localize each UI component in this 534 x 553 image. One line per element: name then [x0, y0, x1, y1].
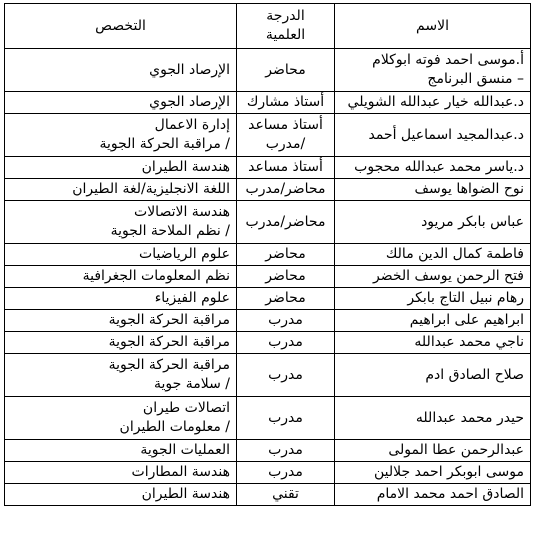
staff-table [4, 3, 531, 506]
specialization-cell: اللغة الانجليزية/لغة الطيران [5, 179, 237, 201]
table-body [5, 49, 531, 506]
degree-cell: محاضر [237, 244, 335, 266]
degree-cell: محاضر/مدرب [237, 179, 335, 201]
table-row [5, 354, 531, 397]
name-cell: الصادق احمد محمد الامام [335, 484, 531, 506]
degree-cell: محاضر [237, 266, 335, 288]
staff-table-container [4, 3, 531, 506]
specialization-cell: هندسة المطارات [5, 462, 237, 484]
table-row [5, 201, 531, 244]
header-name: الاسم [335, 4, 531, 49]
specialization-cell: علوم الفيزياء [5, 288, 237, 310]
name-cell: موسى ابوبكر احمد جلالين [335, 462, 531, 484]
degree-cell: أستاذ مساعد /مدرب [237, 114, 335, 157]
name-cell: ابراهيم على ابراهيم [335, 310, 531, 332]
table-row [5, 310, 531, 332]
specialization-cell: مراقبة الحركة الجوية [5, 332, 237, 354]
table-row [5, 92, 531, 114]
table-row [5, 49, 531, 92]
table-row [5, 440, 531, 462]
degree-cell: مدرب [237, 310, 335, 332]
specialization-cell: إدارة الاعمال / مراقبة الحركة الجوية [5, 114, 237, 157]
degree-cell: مدرب [237, 397, 335, 440]
specialization-cell: مراقبة الحركة الجوية [5, 310, 237, 332]
table-row [5, 462, 531, 484]
name-cell: حيدر محمد عبدالله [335, 397, 531, 440]
name-cell: صلاح الصادق ادم [335, 354, 531, 397]
table-row [5, 244, 531, 266]
table-row [5, 179, 531, 201]
specialization-cell: هندسة الطيران [5, 484, 237, 506]
table-row [5, 332, 531, 354]
specialization-cell: مراقبة الحركة الجوية / سلامة جوية [5, 354, 237, 397]
table-row [5, 157, 531, 179]
degree-cell: محاضر [237, 288, 335, 310]
name-cell: ناجي محمد عبدالله [335, 332, 531, 354]
specialization-cell: علوم الرياضيات [5, 244, 237, 266]
table-row [5, 114, 531, 157]
degree-cell: محاضر [237, 49, 335, 92]
header-specialization: التخصص [5, 4, 237, 49]
degree-cell: أستاذ مشارك [237, 92, 335, 114]
specialization-cell: اتصالات طيران / معلومات الطيران [5, 397, 237, 440]
degree-cell: مدرب [237, 440, 335, 462]
name-cell: رهام نبيل التاج بابكر [335, 288, 531, 310]
specialization-cell: العمليات الجوية [5, 440, 237, 462]
degree-cell: مدرب [237, 332, 335, 354]
degree-cell: محاضر/مدرب [237, 201, 335, 244]
name-cell: أ.موسى احمد فوته ابوكلام – منسق البرنامج [335, 49, 531, 92]
table-row [5, 484, 531, 506]
name-cell: عباس بابكر مريود [335, 201, 531, 244]
table-row [5, 266, 531, 288]
table-row [5, 397, 531, 440]
specialization-cell: هندسة الطيران [5, 157, 237, 179]
specialization-cell: نظم المعلومات الجغرافية [5, 266, 237, 288]
degree-cell: مدرب [237, 462, 335, 484]
header-row [5, 4, 531, 49]
name-cell: فاطمة كمال الدين مالك [335, 244, 531, 266]
degree-cell: أستاذ مساعد [237, 157, 335, 179]
specialization-cell: هندسة الاتصالات / نظم الملاحة الجوية [5, 201, 237, 244]
specialization-cell: الإرصاد الجوي [5, 92, 237, 114]
degree-cell: مدرب [237, 354, 335, 397]
name-cell: نوح الضواها يوسف [335, 179, 531, 201]
name-cell: عبدالرحمن عطا المولى [335, 440, 531, 462]
degree-cell: تقني [237, 484, 335, 506]
name-cell: د.عبدالمجيد اسماعيل أحمد [335, 114, 531, 157]
specialization-cell: الإرصاد الجوي [5, 49, 237, 92]
header-degree: الدرجة العلمية [237, 4, 335, 49]
name-cell: د.عبدالله خيار عبدالله الشويلي [335, 92, 531, 114]
table-row [5, 288, 531, 310]
name-cell: فتح الرحمن يوسف الخضر [335, 266, 531, 288]
name-cell: د.ياسر محمد عبدالله محجوب [335, 157, 531, 179]
